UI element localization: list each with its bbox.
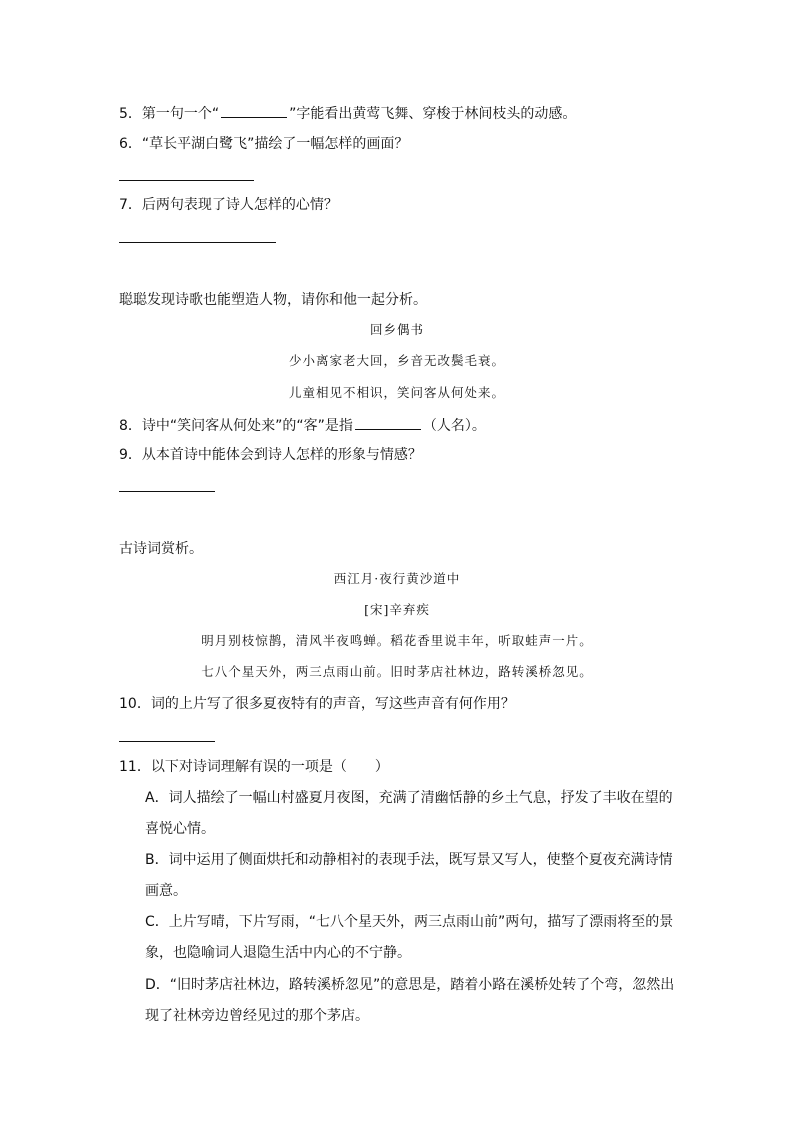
option-a[interactable]: A．词人描绘了一幅山村盛夏月夜图，充满了清幽恬静的乡土气息，抒发了丰收在望的 [145, 790, 673, 806]
poem-title: 西江月·夜行黄沙道中 [333, 571, 461, 586]
option-c[interactable]: C．上片写晴，下片写雨，“七八个星天外，两三点雨山前”两句，描写了漂雨将至的景 [145, 914, 674, 930]
question-7: 7．后两句表现了诗人怎样的心情？ [119, 197, 338, 213]
question-8: 8．诗中“笑问客从何处来”的“客”是指 （人名）。 [119, 415, 486, 435]
question-11: 11．以下对诗词理解有误的一项是（ ） [119, 759, 389, 775]
poem-author: [宋]辛弃疾 [364, 602, 430, 617]
poem-line: 儿童相见不相识，笑问客从何处来。 [288, 385, 505, 400]
answer-line[interactable] [119, 180, 254, 181]
poem-line: 少小离家老大回，乡音无改鬓毛衰。 [288, 353, 505, 368]
option-d-cont: 现了社林旁边曾经见过的那个茅店。 [145, 1008, 369, 1024]
poem-line: 七八个星天外，两三点雨山前。旧时茅店社林边，路转溪桥忽见。 [201, 664, 593, 679]
option-a-cont: 喜悦心情。 [145, 821, 215, 837]
option-c-cont: 象，也隐喻词人退隐生活中内心的不宁静。 [145, 945, 411, 961]
answer-line[interactable] [119, 491, 215, 492]
section-intro: 聪聪发现诗歌也能塑造人物，请你和他一起分析。 [119, 292, 427, 308]
fill-blank[interactable] [221, 103, 287, 118]
question-6: 6．“草长平湖白鹭飞”描绘了一幅怎样的画面？ [119, 136, 409, 152]
fill-blank[interactable] [355, 415, 421, 430]
poem-title: 回乡偶书 [369, 322, 424, 337]
option-b-cont: 画意。 [145, 883, 187, 899]
question-9: 9．从本首诗中能体会到诗人怎样的形象与情感？ [119, 447, 422, 463]
section-intro: 古诗词赏析。 [119, 541, 203, 557]
option-b[interactable]: B．词中运用了侧面烘托和动静相衬的表现手法，既写景又写人，使整个夏夜充满诗情 [145, 852, 673, 868]
answer-line[interactable] [119, 741, 215, 742]
question-5: 5．第一句一个“ ”字能看出黄莺飞舞、穿梭于林间枝头的动感。 [119, 103, 576, 123]
question-10: 10．词的上片写了很多夏夜特有的声音，写这些声音有何作用？ [119, 696, 515, 712]
poem-line: 明月别枝惊鹊，清风半夜鸣蝉。稻花香里说丰年，听取蛙声一片。 [201, 633, 593, 648]
option-d[interactable]: D．“旧时茅店社林边，路转溪桥忽见”的意思是，踏着小路在溪桥处转了个弯，忽然出 [145, 977, 675, 993]
answer-line[interactable] [119, 242, 276, 243]
